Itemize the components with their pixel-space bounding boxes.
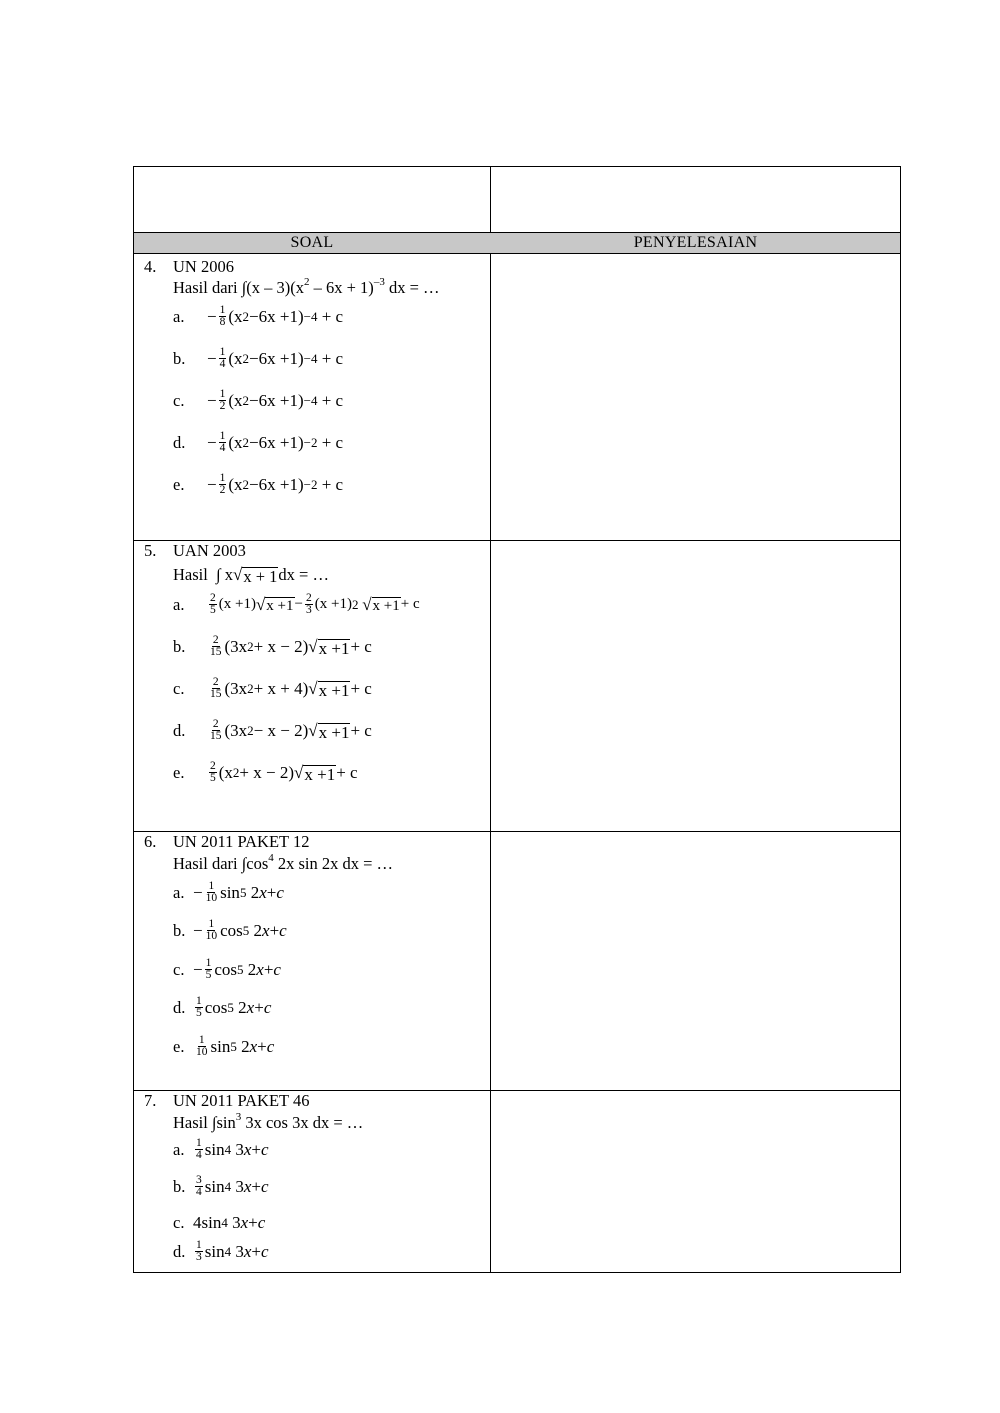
question-number: 7. xyxy=(144,1091,157,1110)
option-expression: $\frac{3}{4}$ sin 4 3 x + c xyxy=(196,1174,269,1198)
option-d[interactable] xyxy=(173,719,372,742)
option-d[interactable] xyxy=(173,996,271,1019)
option-e[interactable] xyxy=(173,761,358,784)
option-expression: − $\frac{1}{10}$ cos 5 2 x + c xyxy=(193,918,287,942)
option-expression: $\frac{2}{15}$ (3x 2 + x + 4) √ x +1 + c xyxy=(210,676,372,700)
option-label: b. xyxy=(173,348,186,368)
option-b[interactable] xyxy=(173,635,372,658)
option-a[interactable] xyxy=(173,593,420,616)
option-expression: $\frac{2}{15}$ (3x 2 − x − 2) √ x +1 + c xyxy=(210,718,372,742)
answer-cell-7[interactable] xyxy=(491,1091,900,1273)
option-e[interactable] xyxy=(173,473,343,496)
header-penyelesaian: PENYELESAIAN xyxy=(633,234,758,251)
question-6 xyxy=(134,832,490,1090)
worksheet-table xyxy=(133,166,901,1273)
option-c[interactable] xyxy=(173,958,281,981)
option-c[interactable] xyxy=(173,1213,265,1233)
option-label: b. xyxy=(173,636,186,656)
question-prompt: Hasil ∫ x √ x + 1 dx = … xyxy=(173,565,329,586)
question-prompt: Hasil $\int\sin^3$ 3x cos 3x dx = … xyxy=(173,1111,364,1132)
option-expression: − $\frac{1}{2}$ (x 2 −6x +1) −2 + c xyxy=(207,472,344,496)
option-label: d. xyxy=(173,1241,186,1261)
option-expression: $\frac{1}{4}$ sin 4 3 x + c xyxy=(196,1137,269,1161)
question-number: 5. xyxy=(144,541,157,560)
table-header-row xyxy=(134,232,900,254)
option-expression: $\frac{2}{5}$ (x +1) √ x +1 − $\frac{2}{3}$ (x +1) 2 √ x +1 + c xyxy=(210,592,420,616)
option-expression: $\frac{1}{5}$ cos 5 2 x + c xyxy=(196,995,272,1019)
option-c[interactable] xyxy=(173,677,372,700)
answer-cell-6[interactable] xyxy=(491,832,900,1090)
option-label: b. xyxy=(173,920,186,940)
option-label: e. xyxy=(173,762,185,782)
option-expression: − $\frac{1}{10}$ sin 5 2 x + c xyxy=(193,880,284,904)
option-label: a. xyxy=(173,882,185,902)
question-7 xyxy=(134,1091,490,1273)
option-label: c. xyxy=(173,1213,185,1232)
question-prompt: Hasil dari $\int(x - 3)(x^2 - 6x + 1)^{-3}$ dx = … xyxy=(173,276,440,297)
option-c[interactable] xyxy=(173,389,343,412)
option-label: e. xyxy=(173,474,185,494)
option-label: d. xyxy=(173,432,186,452)
option-expression: $\frac{2}{5}$ (x 2 + x − 2) √ x +1 + c xyxy=(210,760,358,784)
option-d[interactable] xyxy=(173,431,343,454)
question-source: UN 2011 PAKET 46 xyxy=(173,1091,310,1110)
answer-cell-5[interactable] xyxy=(491,541,900,831)
answer-cell-4[interactable] xyxy=(491,255,900,540)
question-prompt: Hasil dari $\int\cos^4$ 2x sin 2x dx = … xyxy=(173,852,394,873)
option-expression: $\frac{2}{15}$ (3x 2 + x − 2) √ x +1 + c xyxy=(210,634,372,658)
option-expression: $\frac{1}{10}$ sin 5 2 x + c xyxy=(196,1034,275,1058)
option-label: a. xyxy=(173,306,185,326)
question-5 xyxy=(134,541,490,831)
option-label: e. xyxy=(173,1036,185,1056)
option-label: d. xyxy=(173,720,186,740)
option-b[interactable] xyxy=(173,919,287,942)
option-label: c. xyxy=(173,959,185,979)
option-label: b. xyxy=(173,1176,186,1196)
option-expression: − $\frac{1}{4}$ (x 2 −6x +1) −2 + c xyxy=(207,430,344,454)
question-4 xyxy=(134,255,490,540)
option-a[interactable] xyxy=(173,305,343,328)
option-expression: 4sin 4 3 x + c xyxy=(193,1213,266,1232)
option-expression: − $\frac{1}{8}$ (x 2 −6x +1) −4 + c xyxy=(207,304,344,328)
option-expression: $\frac{1}{3}$ sin 4 3 x + c xyxy=(196,1239,269,1263)
option-expression: − $\frac{1}{5}$ cos 5 2 x + c xyxy=(193,957,281,981)
question-source: UN 2006 xyxy=(173,257,234,276)
option-expression: − $\frac{1}{2}$ (x 2 −6x +1) −4 + c xyxy=(207,388,344,412)
option-expression: − $\frac{1}{4}$ (x 2 −6x +1) −4 + c xyxy=(207,346,344,370)
option-a[interactable] xyxy=(173,881,284,904)
option-d[interactable] xyxy=(173,1240,269,1263)
option-label: d. xyxy=(173,997,186,1017)
option-e[interactable] xyxy=(173,1035,274,1058)
option-label: a. xyxy=(173,594,185,614)
option-label: c. xyxy=(173,678,185,698)
header-soal: SOAL xyxy=(290,234,334,251)
question-number: 6. xyxy=(144,832,157,851)
option-label: c. xyxy=(173,390,185,410)
question-source: UN 2011 PAKET 12 xyxy=(173,832,310,851)
option-a[interactable] xyxy=(173,1138,269,1161)
option-label: a. xyxy=(173,1139,185,1159)
option-b[interactable] xyxy=(173,1175,269,1198)
question-number: 4. xyxy=(144,257,157,276)
option-b[interactable] xyxy=(173,347,343,370)
question-source: UAN 2003 xyxy=(173,541,246,560)
